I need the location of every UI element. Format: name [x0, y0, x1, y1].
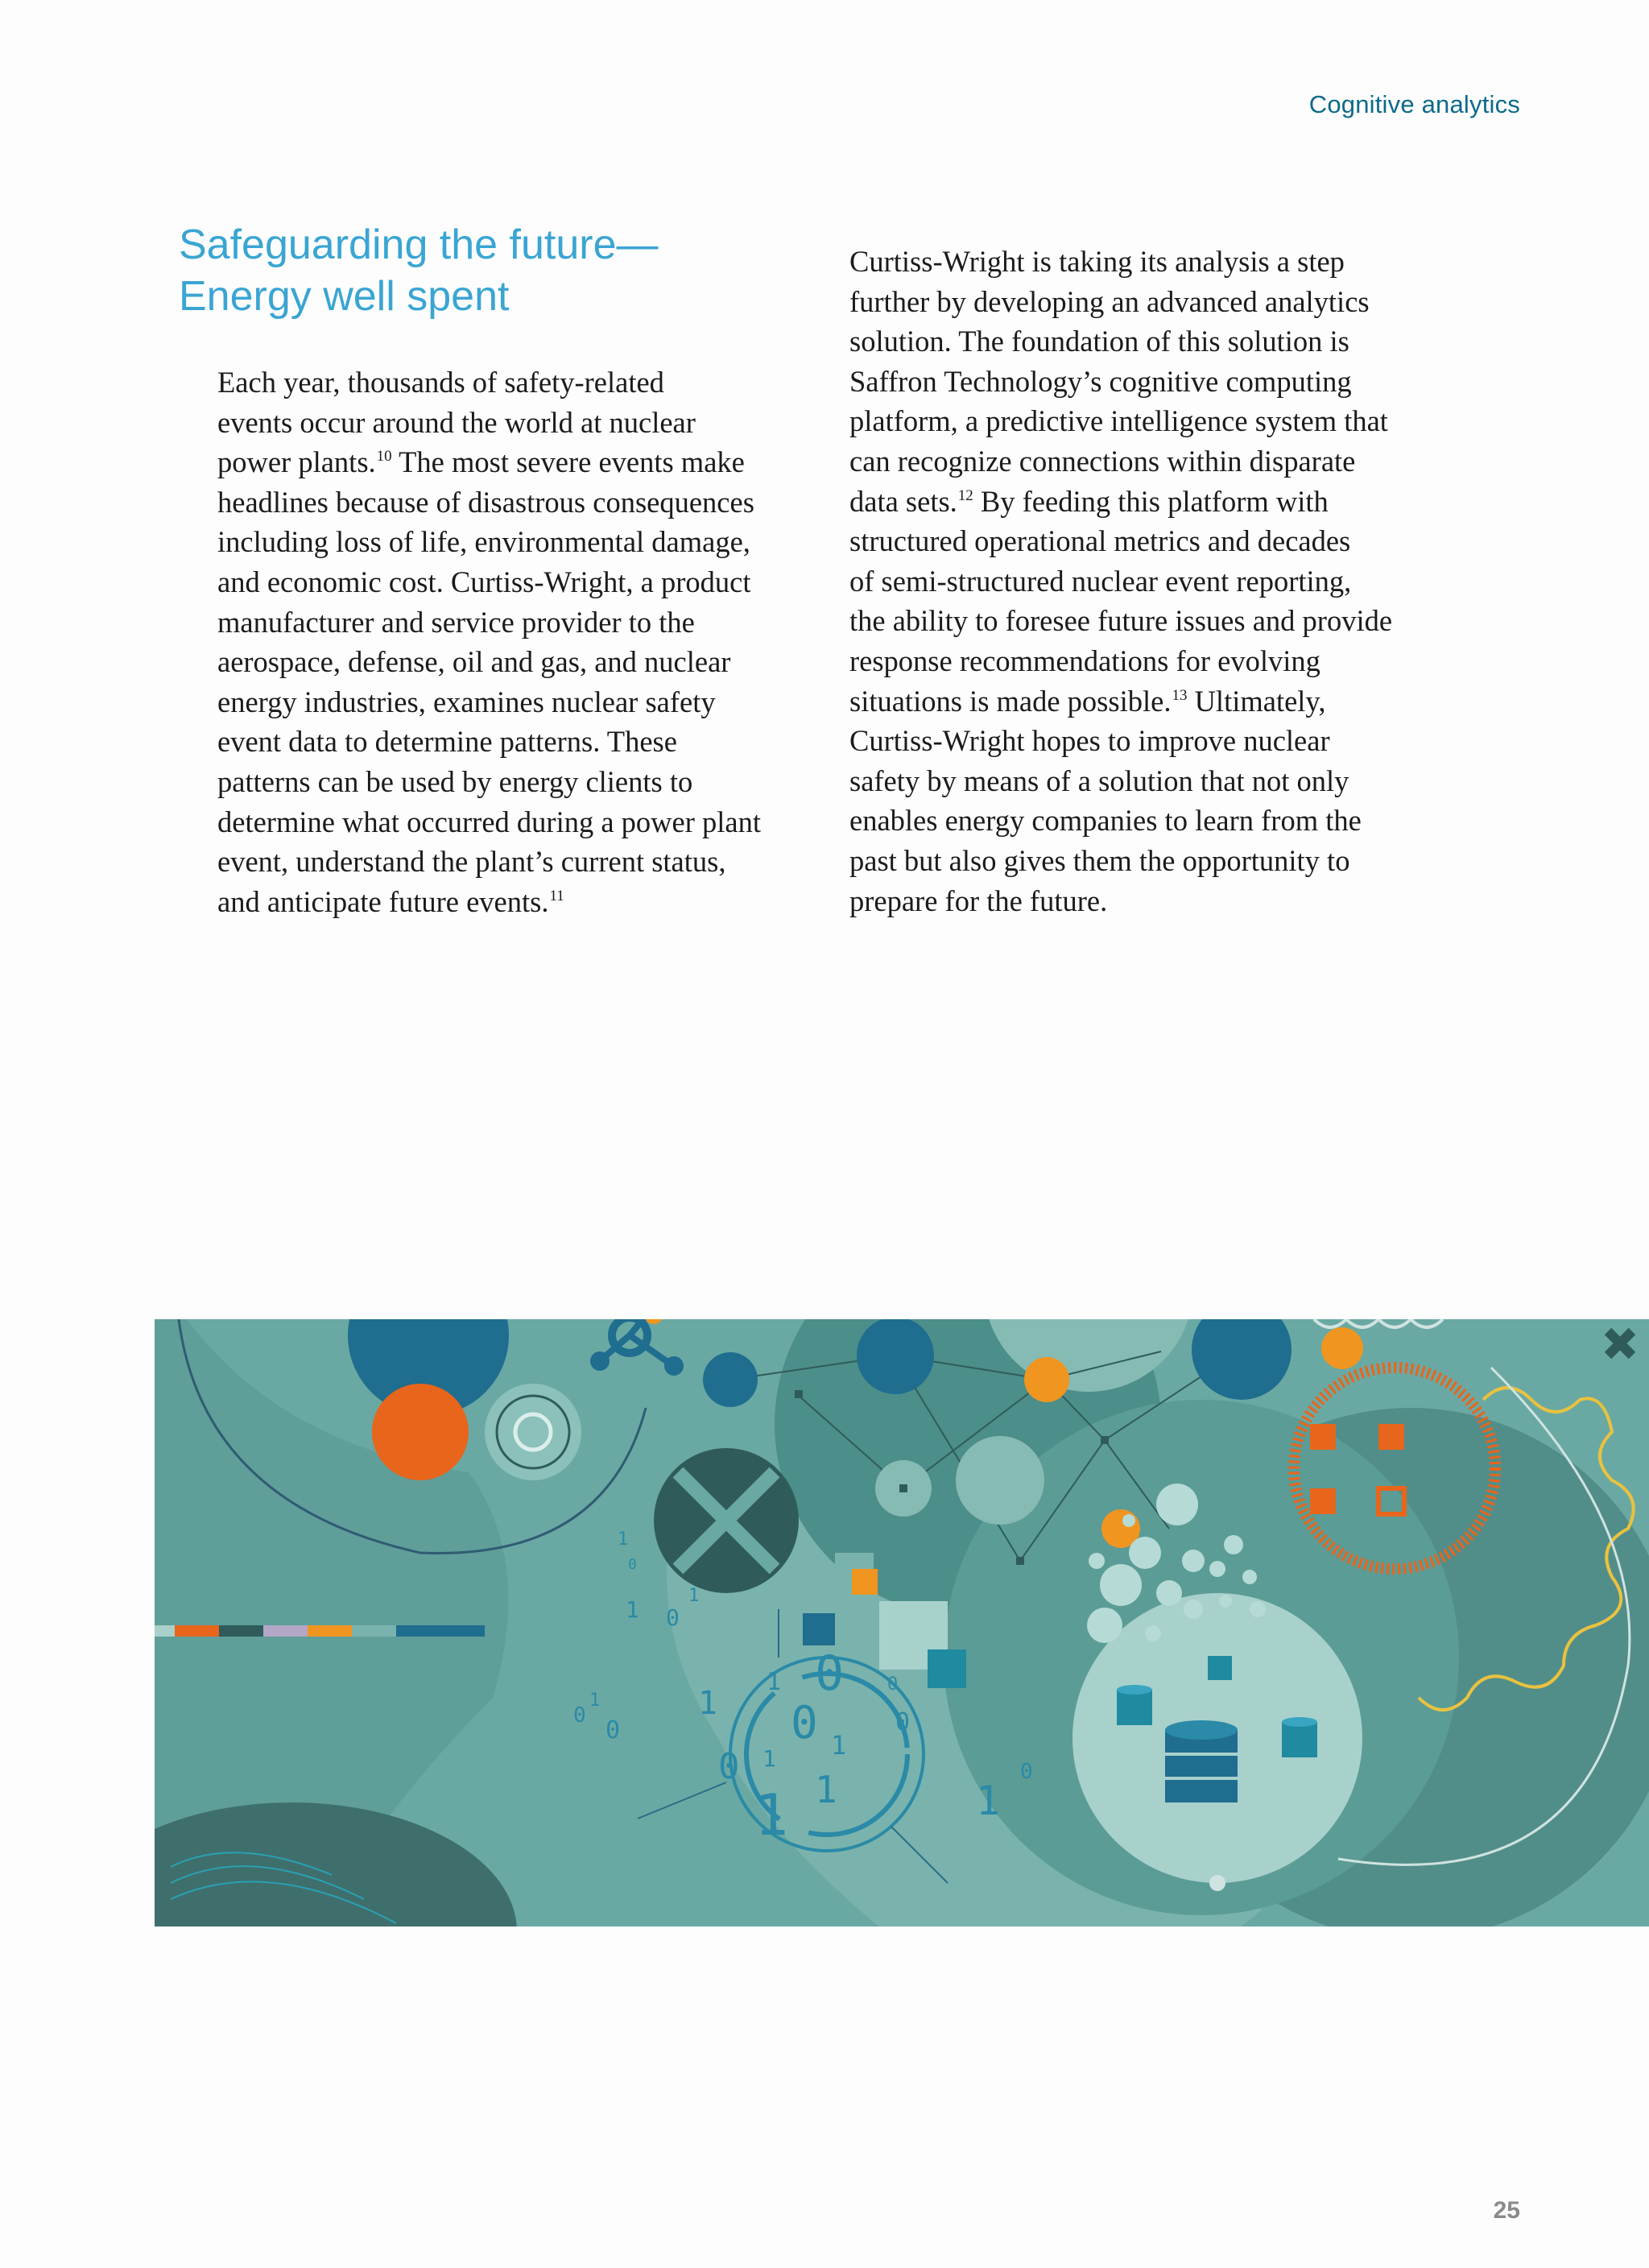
text-line: [811, 482, 1407, 522]
text-line: Each year, thousands of safety-related: [217, 366, 664, 399]
text-line: past but also gives them the opportunity to: [849, 843, 1350, 877]
binary-digit: 1: [831, 1730, 847, 1761]
text-fragment: situations is made possible.: [849, 684, 1172, 718]
square-tile: [928, 1649, 966, 1688]
binary-digit: 1: [767, 1668, 782, 1696]
network-node-dot: [1016, 1557, 1024, 1565]
text-line: response recommendations for evolving: [849, 644, 1320, 677]
text-line: structured operational metrics and decades: [849, 524, 1351, 558]
network-node: [703, 1352, 758, 1407]
square-tile: [852, 1569, 878, 1595]
network-node: [956, 1436, 1044, 1525]
arc-dot: [1209, 1875, 1225, 1891]
x-circle-icon: [654, 1448, 799, 1593]
text-fragment: data sets.: [849, 484, 957, 518]
network-node: [1024, 1357, 1069, 1402]
section-title-line-1: Safeguarding the future—: [179, 221, 659, 268]
network-node-dot: [1101, 1436, 1109, 1444]
binary-digit: 0: [666, 1604, 680, 1631]
illustration-artwork: [155, 1319, 1649, 1927]
text-line: [179, 442, 775, 482]
text-line: enables energy companies to learn from the: [849, 804, 1362, 838]
text-line: platform, a predictive intelligence system that: [849, 404, 1388, 438]
binary-digit: 0: [887, 1674, 899, 1695]
text-line: can recognize connections within disparate: [849, 444, 1356, 478]
text-line: event, understand the plant’s current status,: [217, 845, 726, 879]
text-line: headlines because of disastrous consequences: [217, 485, 754, 519]
binary-digit: 0: [605, 1716, 621, 1744]
color-strip: [155, 1625, 485, 1637]
binary-digit: 0: [791, 1697, 818, 1749]
database-icon: [1282, 1717, 1317, 1757]
target-circle: [485, 1384, 581, 1480]
network-node: [857, 1319, 934, 1394]
cognitive-analytics-illustration: [155, 1319, 1649, 1927]
text-line: aerospace, defense, oil and gas, and nuclear: [217, 645, 731, 679]
binary-digit: 1: [763, 1745, 776, 1772]
binary-digit: 0: [628, 1556, 637, 1573]
binary-digit: 0: [895, 1708, 911, 1736]
text-line: safety by means of a solution that not only: [849, 764, 1349, 797]
text-line: and economic cost. Curtiss-Wright, a product: [217, 565, 751, 598]
binary-digit: 1: [698, 1685, 718, 1722]
text-fragment: Ultimately,: [1187, 684, 1326, 718]
database-icon: [1208, 1656, 1232, 1680]
text-fragment: power plants.: [217, 445, 376, 479]
text-line: [179, 882, 775, 922]
binary-digit: 1: [589, 1691, 601, 1711]
text-line: the ability to foresee future issues and provide: [849, 604, 1393, 638]
binary-digit: 1: [976, 1778, 1001, 1824]
binary-digit: 0: [573, 1703, 586, 1728]
database-icon: [1165, 1720, 1238, 1802]
text-line: energy industries, examines nuclear safety: [217, 685, 716, 718]
text-line: [811, 681, 1407, 722]
square-tile: [803, 1613, 835, 1645]
footnote-ref: 11: [549, 887, 564, 904]
text-line: manufacturer and service provider to the: [217, 605, 695, 639]
binary-digit: 1: [688, 1586, 700, 1606]
text-line: further by developing an advanced analytics: [849, 284, 1370, 318]
text-line: patterns can be used by energy clients to: [217, 764, 693, 798]
network-node-dot: [899, 1484, 907, 1492]
footnote-ref: 13: [1172, 686, 1188, 704]
text-fragment: and anticipate future events.: [217, 884, 549, 918]
text-line: event data to determine patterns. These: [217, 725, 677, 759]
database-icon: [1117, 1685, 1152, 1725]
footnote-ref: 10: [376, 448, 392, 466]
binary-digit: 0: [815, 1645, 845, 1702]
binary-digit: 0: [718, 1746, 740, 1787]
orange-circle: [372, 1384, 469, 1480]
text-line: events occur around the world at nuclear: [217, 405, 696, 439]
running-head: Cognitive analytics: [1308, 90, 1520, 118]
section-title-line-2: Energy well spent: [179, 273, 510, 320]
network-node: [1321, 1327, 1363, 1369]
text-fragment: By feeding this platform with: [973, 484, 1329, 518]
text-line: Curtiss-Wright is taking its analysis a step: [849, 245, 1345, 278]
footnote-ref: 12: [957, 486, 973, 504]
text-fragment: The most severe events make: [391, 445, 745, 479]
right-body-paragraph: [811, 242, 1407, 921]
binary-digit: 0: [1020, 1760, 1033, 1784]
binary-digit: 1: [754, 1782, 789, 1848]
text-line: including loss of life, environmental damage,: [217, 525, 750, 559]
page-number: 25: [1493, 2197, 1520, 2224]
binary-digit: 1: [815, 1768, 837, 1811]
text-line: prepare for the future.: [849, 884, 1108, 917]
left-body-paragraph: [179, 362, 775, 921]
binary-digit: 1: [626, 1596, 639, 1623]
text-line: of semi-structured nuclear event reporting,: [849, 564, 1352, 598]
text-line: Curtiss-Wright hopes to improve nuclear: [849, 724, 1330, 758]
section-title: [179, 219, 758, 322]
text-line: determine what occurred during a power plant: [217, 805, 761, 838]
text-line: solution. The foundation of this solution is: [849, 325, 1349, 358]
network-node-dot: [795, 1390, 803, 1398]
text-line: Saffron Technology’s cognitive computing: [849, 364, 1352, 398]
binary-digit: 1: [618, 1529, 629, 1550]
